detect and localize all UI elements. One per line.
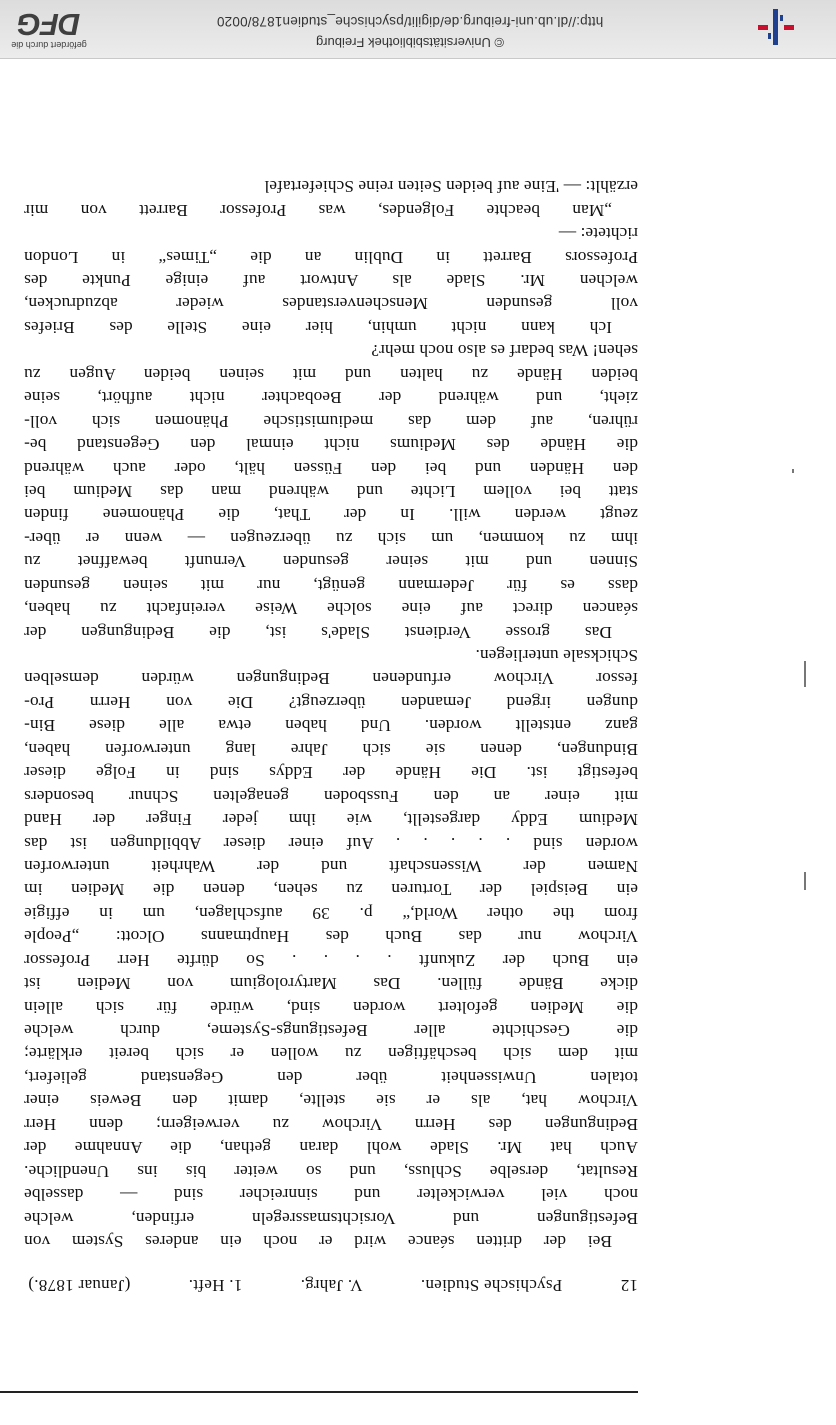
text-line: fessor Virchow erfundenen Bedingungen würden demselben <box>24 669 638 689</box>
text-line: rühren, auf dem das mediumistische Phänomen sich voll- <box>24 411 638 431</box>
text-line: mit dem sich beschäftigen zu wollen er sich bereit erklärte; <box>24 1044 638 1064</box>
text-line: Medium Eddy dargestellt, wie ihm jeder Finger der Hand <box>24 810 638 830</box>
text-line: richtete: — <box>558 224 638 244</box>
text-line: beiden Hände zu halten und mit seinen beiden Augen zu <box>24 364 638 384</box>
issue-date: (Januar 1878.) <box>28 1276 131 1295</box>
text-line: totalen Unwissenheit über den Gegenstand geliefert, <box>24 1067 638 1087</box>
banner-text <box>180 14 640 50</box>
dfg-logo <box>4 8 94 50</box>
text-line: befestigt ist. Die Hände der Eddys sind in Folge dieser <box>24 763 638 783</box>
text-line: voll gesunden Menschenverstandes wieder abzudrucken, <box>24 294 638 314</box>
text-line: Bindungen, denen sie sich Jahre lang unterworfen haben, <box>24 739 638 759</box>
ub-freiburg-logo-icon <box>752 7 796 47</box>
copyright-text: © Universitätsbibliothek Freiburg <box>315 35 505 50</box>
document-url-link[interactable]: http://dl.ub.uni-freiburg.de/digilit/psychische_studien1878/0020 <box>216 14 604 29</box>
text-line: Sinnen und mit seiner gesunden Vernunft bewaffnet zu <box>24 552 638 572</box>
text-line: Virchow hat, als er sie stellte, damit den Beweis einer <box>24 1091 638 1111</box>
text-line: Virchow nur das Buch des Hauptmanns Olcott: „People <box>24 927 638 947</box>
text-line: Schicksale unterliegen. <box>475 646 638 666</box>
text-line: die Geschichte aller Befestigungs-Systeme, durch welche <box>24 1021 638 1041</box>
text-line: séancen direct auf eine solche Weise vereinfacht zu haben, <box>24 599 638 619</box>
text-line: Bedingungen des Herrn Virchow zu verweigern; denn Herr <box>24 1114 638 1134</box>
footer-banner <box>0 0 836 59</box>
margin-mark <box>804 661 806 687</box>
text-line: sehen! Was bedarf es also noch mehr? <box>371 341 638 361</box>
text-line: ein Beispiel der Torturen zu sehen, denen die Medien im <box>24 880 638 900</box>
text-line: „Man beachte Folgendes, was Professor Barrett von mir <box>24 200 612 220</box>
text-line: mit einer an den Fussboden genagelten Schnur besonders <box>24 786 638 806</box>
page-number: 12 <box>620 1276 638 1295</box>
text-line: Ich kann nicht umhin, hier eine Stelle des Briefes <box>24 317 612 337</box>
volume-label: V. Jahrg. <box>300 1276 363 1295</box>
text-line: Befestigungen und Vorsichtsmassregeln erfinden, welche <box>24 1208 638 1228</box>
text-line: worden sind . . . . . Auf einer dieser Abbildungen ist das <box>24 833 638 853</box>
dfg-subtitle: gefördert durch die <box>11 40 87 50</box>
text-line: welchen Mr. Slade als Antwort auf einige Punkte des <box>24 271 638 291</box>
dfg-mark: DFG <box>17 7 81 42</box>
text-line: Namen der Wissenschaft und der Wahrheit unterworfen <box>24 857 638 876</box>
body-text <box>24 175 638 1253</box>
text-line: die Medien gefoltert worden sind, würde für sich allein <box>24 997 638 1017</box>
text-line: Resultat, derselbe Schluss, und so weiter bis ins Unendliche. <box>24 1161 638 1181</box>
text-line: from the other World,“ p. 39 aufschlagen, um in effigie <box>24 903 638 923</box>
text-line: die Hände des Mediums nicht einmal den Gegenstand be- <box>24 435 638 455</box>
text-line: zeugt werden will. In der That, die Phänomene finden <box>24 505 638 525</box>
running-head <box>28 1275 638 1295</box>
text-line: ganz entstellt worden. Und haben etwa alle diese Bin- <box>24 716 638 736</box>
text-line: Das grosse Verdienst Slade's ist, die Bedingungen der <box>24 622 612 642</box>
text-line: dungen irgend Jemanden überzeugt? Die von Herrn Pro- <box>24 692 638 712</box>
text-line: Professors Barrett in Dublin an die „Times“ in London <box>24 247 638 267</box>
issue-label: 1. Heft. <box>188 1276 243 1295</box>
text-line: statt bei vollem Lichte und während man das Medium bei <box>24 482 638 501</box>
text-line: zieht, und während der Beobachter nicht aufhört, seine <box>24 388 638 408</box>
text-line: dass es für Jedermann genügt, nur mit seinen gesunden <box>24 575 638 595</box>
margin-mark <box>792 469 794 473</box>
scan-edge-rule <box>0 1391 638 1393</box>
text-line: Bei der dritten séance wird er noch ein anderes System von <box>24 1232 612 1251</box>
text-line: dicke Bände füllen. Das Martyrologium von Medien ist <box>24 974 638 994</box>
text-line: ein Buch der Zukunft . . . . So dürfte Herr Professor <box>24 950 638 970</box>
text-line: noch viel verwickelter und sinnreicher sind — dasselbe <box>24 1185 638 1205</box>
text-line: den Händen und bei den Füssen hält, oder auch während <box>24 458 638 478</box>
text-line: Auch hat Mr. Slade wohl daran gethan, die Annahme der <box>24 1138 638 1158</box>
text-line: ihm zu kommen, um sich zu überzeugen — wenn er über- <box>24 528 638 548</box>
journal-title: Psychische Studien. <box>420 1276 563 1295</box>
text-line: erzählt: — 'Eine auf beiden Seiten reine Schiefertafel <box>264 177 638 197</box>
margin-mark <box>804 872 806 890</box>
